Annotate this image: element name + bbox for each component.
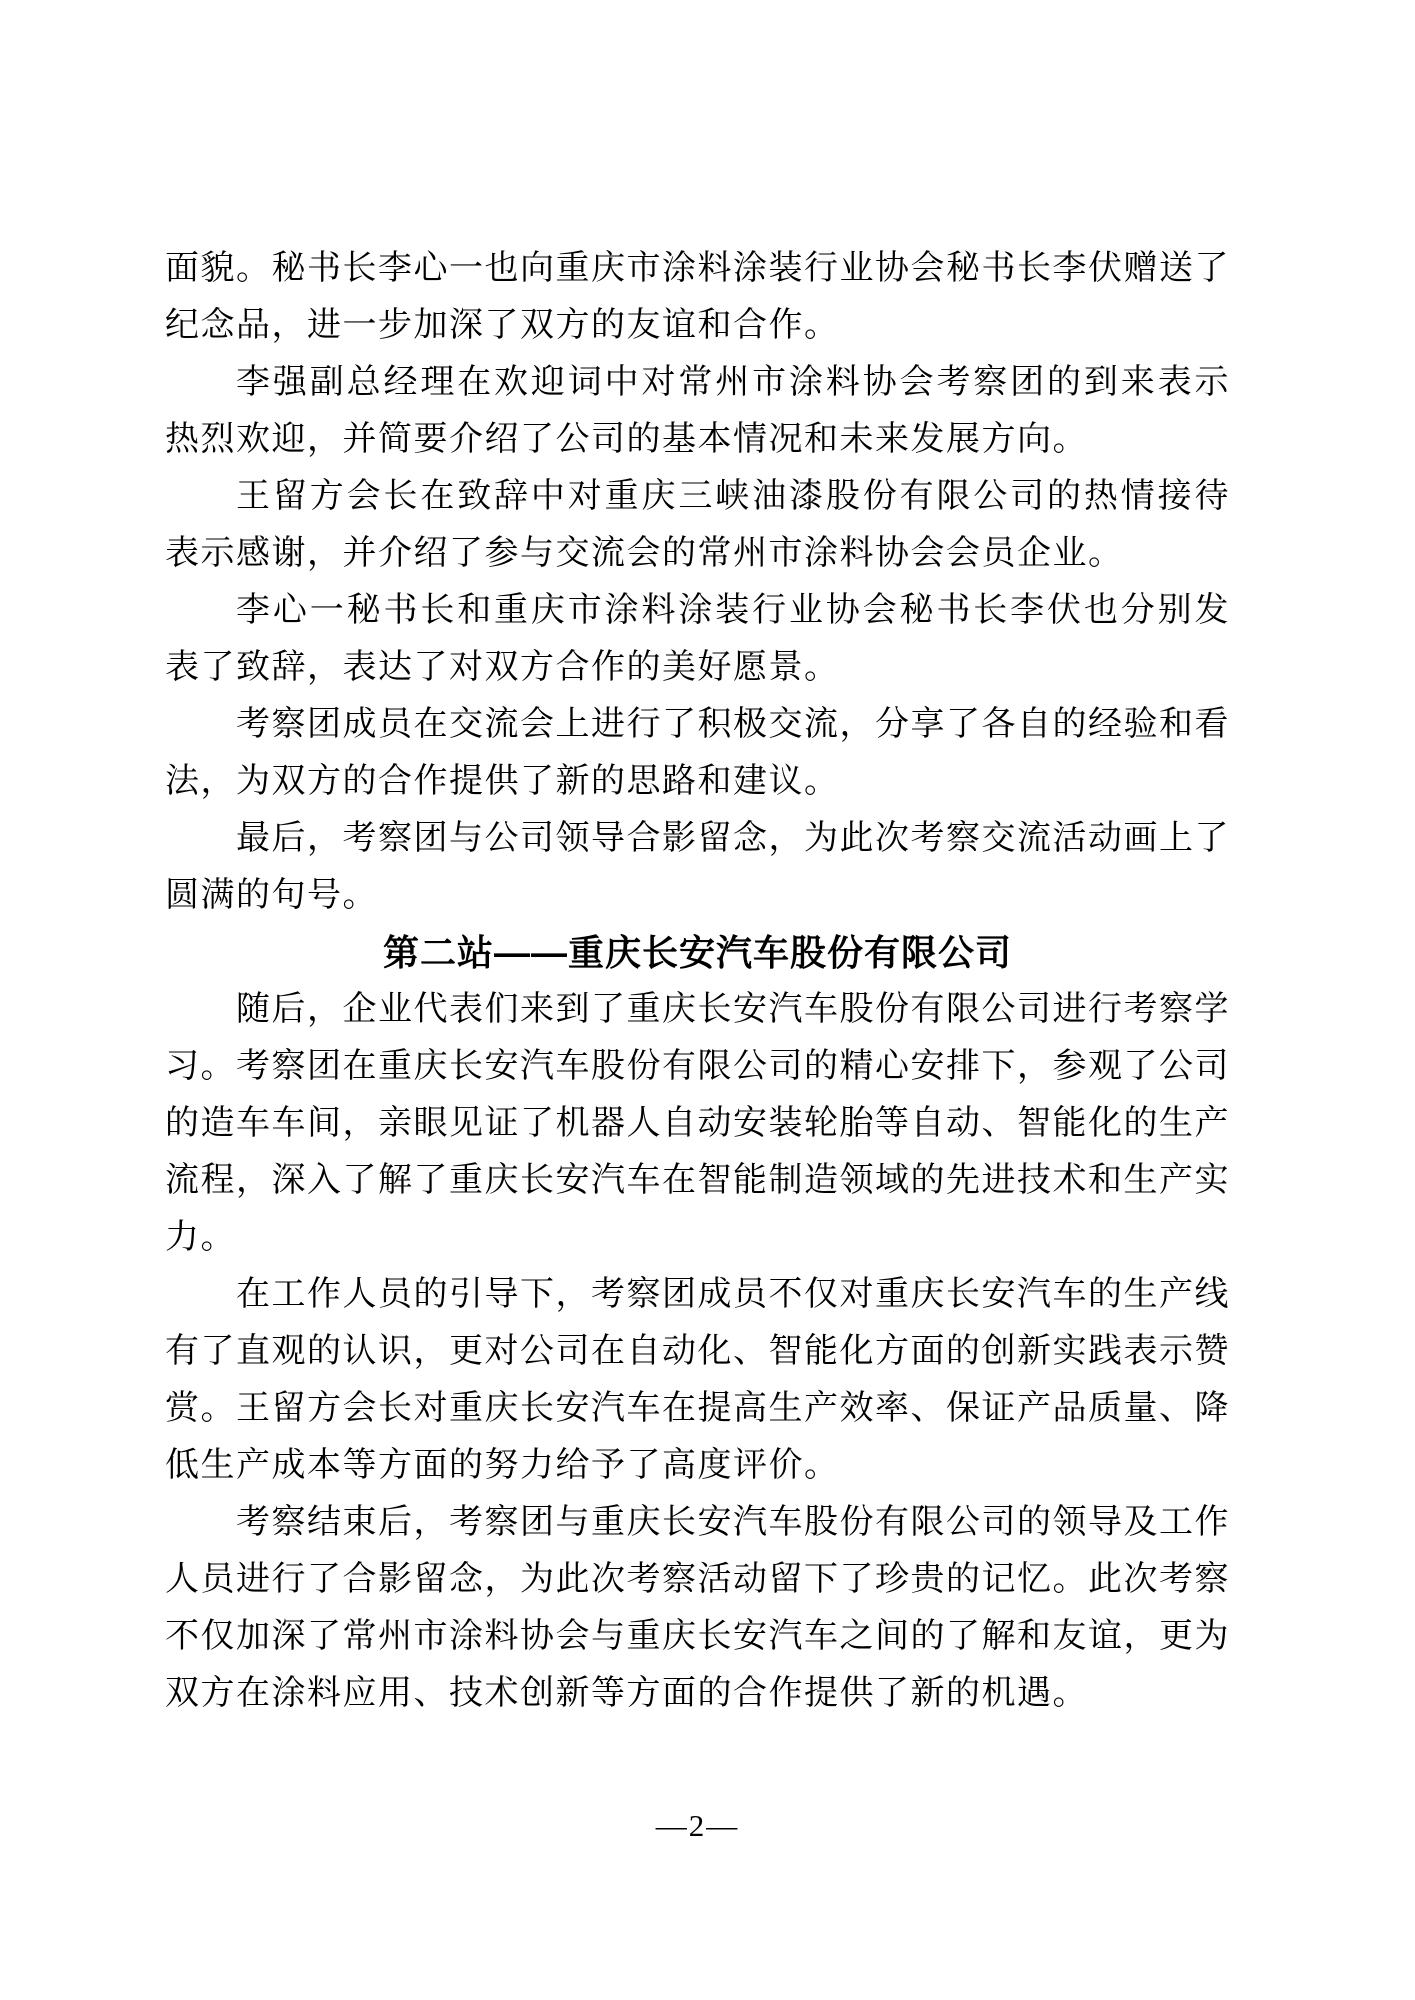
text-line: 的造车车间，亲眼见证了机器人自动安装轮胎等自动、智能化的生产 — [165, 1105, 1230, 1142]
text-line: 考察团成员在交流会上进行了积极交流，分享了各自的经验和看 — [236, 706, 1230, 743]
text-line: 力。 — [165, 1219, 236, 1256]
page-footer — [165, 1808, 1230, 1844]
text-line: 李强副总经理在欢迎词中对常州市涂料协会考察团的到来表示 — [236, 364, 1230, 401]
text-line: 圆满的句号。 — [165, 877, 378, 914]
text-line: 赏。王留方会长对重庆长安汽车在提高生产效率、保证产品质量、降 — [165, 1390, 1230, 1427]
document-body — [165, 240, 1230, 1722]
text-line: 习。考察团在重庆长安汽车股份有限公司的精心安排下，参观了公司 — [165, 1048, 1230, 1085]
text-line: 面貌。秘书长李心一也向重庆市涂料涂装行业协会秘书长李伏赠送了 — [165, 250, 1230, 287]
text-line: 低生产成本等方面的努力给予了高度评价。 — [165, 1447, 840, 1484]
section-heading: 第二站——重庆长安汽车股份有限公司 — [382, 932, 1012, 973]
text-line: 王留方会长在致辞中对重庆三峡油漆股份有限公司的热情接待 — [236, 478, 1230, 515]
text-line: 纪念品，进一步加深了双方的友谊和合作。 — [165, 307, 840, 344]
text-line: 法，为双方的合作提供了新的思路和建议。 — [165, 763, 840, 800]
text-line: 最后，考察团与公司领导合影留念，为此次考察交流活动画上了 — [236, 820, 1230, 857]
text-line: 双方在涂料应用、技术创新等方面的合作提供了新的机遇。 — [165, 1675, 1088, 1712]
page-number: —2— — [655, 1808, 740, 1843]
text-line: 不仅加深了常州市涂料协会与重庆长安汽车之间的了解和友谊，更为 — [165, 1618, 1230, 1655]
text-line: 人员进行了合影留念，为此次考察活动留下了珍贵的记忆。此次考察 — [165, 1561, 1230, 1598]
text-line: 表示感谢，并介绍了参与交流会的常州市涂料协会会员企业。 — [165, 535, 1124, 572]
text-line: 热烈欢迎，并简要介绍了公司的基本情况和未来发展方向。 — [165, 421, 1088, 458]
text-line: 随后，企业代表们来到了重庆长安汽车股份有限公司进行考察学 — [236, 991, 1230, 1028]
text-line: 有了直观的认识，更对公司在自动化、智能化方面的创新实践表示赞 — [165, 1333, 1230, 1370]
text-line: 在工作人员的引导下，考察团成员不仅对重庆长安汽车的生产线 — [236, 1276, 1230, 1313]
text-line: 表了致辞，表达了对双方合作的美好愿景。 — [165, 649, 840, 686]
text-line: 李心一秘书长和重庆市涂料涂装行业协会秘书长李伏也分别发 — [236, 592, 1230, 629]
text-line: 流程，深入了解了重庆长安汽车在智能制造领域的先进技术和生产实 — [165, 1162, 1230, 1199]
text-line: 考察结束后，考察团与重庆长安汽车股份有限公司的领导及工作 — [236, 1504, 1230, 1541]
